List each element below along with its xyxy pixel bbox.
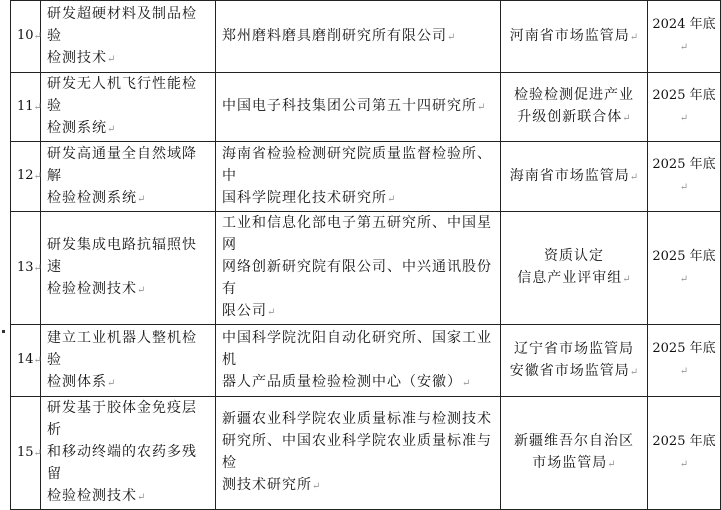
organization-cell [216,1,501,73]
project-line: 研发高通量全自然域降解 [47,145,197,184]
organization-line: 新疆农业科学院农业质量标准与检测技术 [222,411,492,427]
row-number [11,1,41,73]
organization-line: 限公司↵ [222,303,276,319]
deadline-cell [648,1,721,73]
row-number-line: 14↵ [17,352,42,367]
row-number-line: 10↵ [17,28,42,43]
deadline-line: 2025 年底↵ [652,87,716,124]
table-row [11,1,721,73]
project-line: 研发无人机飞行性能检验 [47,76,197,114]
organization-cell [216,73,501,142]
organization-line: 测技术研究所↵ [222,477,321,493]
return-mark-icon: ↵ [629,366,639,378]
project-cell [41,212,216,325]
return-mark-icon: ↵ [387,193,396,205]
authority-line: 资质认定 [544,248,604,264]
return-mark-icon: ↵ [33,101,42,113]
deadline-cell [648,142,721,212]
return-mark-icon: ↵ [679,42,689,53]
row-number-line: 15↵ [17,444,42,460]
authority-line: 辽宁省市场监管局 [514,340,634,357]
authority-cell [501,142,648,212]
deadline-line: 2024 年底↵ [652,17,716,53]
deadline-cell [648,325,721,397]
authority-line: 海南省市场监管局↵ [509,167,639,184]
project-line: 检测体系↵ [47,373,116,390]
organization-line: 研究所、中国农业科学院农业质量标准与检 [222,433,492,471]
project-line: 检验检测系统↵ [47,189,146,206]
authority-cell [501,397,648,510]
deadline-cell [648,212,721,325]
return-mark-icon: ↵ [477,102,486,113]
project-line: 研发基于胶体金免疫层析 [47,400,197,438]
project-line: 研发集成电路抗辐照快速 [47,237,197,275]
return-mark-icon: ↵ [679,458,689,470]
project-line: 研发超硬材料及制品检验 [47,5,197,44]
return-mark-icon: ↵ [447,31,456,43]
return-mark-icon: ↵ [267,307,276,318]
authority-line: 安徽省市场监管局↵ [509,362,639,379]
table-row [11,73,721,142]
row-number-line: 13↵ [17,259,42,275]
organization-line: 器人产品质量检验检测中心（安徽）↵ [222,373,471,390]
project-line: 建立工业机器人整机检验 [47,329,197,368]
return-mark-icon: ↵ [137,492,146,503]
row-number-line: 11↵ [17,98,42,114]
row-number [11,397,41,510]
return-mark-icon: ↵ [607,459,616,470]
authority-cell [501,325,648,397]
deadline-line: 2025 年底↵ [652,433,716,470]
return-mark-icon: ↵ [312,481,321,492]
authority-cell [501,212,648,325]
organization-cell [216,397,501,510]
deadline-cell [648,73,721,142]
organization-line: 中国电子科技集团公司第五十四研究所↵ [222,98,486,114]
return-mark-icon: ↵ [622,274,631,285]
return-mark-icon: ↵ [629,171,639,183]
row-number [11,212,41,325]
organization-line: 网络创新研究院有限公司、中兴通讯股份有 [222,259,492,297]
organization-line: 国科学院理化技术研究所↵ [222,189,396,206]
organization-cell [216,325,501,397]
return-mark-icon: ↵ [679,112,689,124]
row-number [11,325,41,397]
return-mark-icon: ↵ [107,53,116,65]
return-mark-icon: ↵ [33,355,42,366]
table-row [11,142,721,212]
organization-line: 海南省检验检测研究院质量监督检验所、中 [222,145,492,184]
project-line: 检测系统↵ [47,120,116,136]
project-line: 和移动终端的农药多残留 [47,444,197,482]
table-row [11,397,721,510]
table-row [11,212,721,325]
row-number-line: 12↵ [17,168,42,183]
return-mark-icon: ↵ [33,171,42,182]
return-mark-icon: ↵ [629,31,639,43]
deadline-line: 2025 年底↵ [652,248,716,285]
return-mark-icon: ↵ [679,182,689,193]
project-line: 检测技术↵ [47,49,116,66]
table-row [11,325,721,397]
deadline-cell [648,397,721,510]
return-mark-icon: ↵ [137,193,146,205]
return-mark-icon: ↵ [33,447,42,459]
organization-line: 中国科学院沈阳自动化研究所、国家工业机 [222,329,492,368]
return-mark-icon: ↵ [107,124,116,135]
project-cell [41,325,216,397]
project-cell [41,73,216,142]
project-cell [41,142,216,212]
project-table [10,0,721,510]
return-mark-icon: ↵ [462,377,471,389]
authority-line: 河南省市场监管局↵ [509,27,639,44]
project-line: 检验检测技术↵ [47,281,146,297]
project-line: 检验检测技术↵ [47,488,146,504]
return-mark-icon: ↵ [33,31,42,42]
deadline-line: 2025 年底↵ [652,341,716,377]
deadline-line: 2025 年底↵ [652,157,716,193]
return-mark-icon: ↵ [107,377,116,389]
organization-line: 工业和信息化部电子第五研究所、中国星网 [222,215,492,253]
organization-line: 郑州磨料磨具磨削研究所有限公司↵ [222,27,456,44]
authority-line: 信息产业评审组↵ [517,270,631,286]
authority-line: 检验检测促进产业 [514,87,634,103]
authority-cell [501,73,648,142]
authority-line: 市场监管局↵ [532,455,616,471]
authority-line: 新疆维吾尔自治区 [514,433,634,449]
organization-cell [216,212,501,325]
list-bullet [2,330,5,333]
return-mark-icon: ↵ [679,366,689,377]
authority-cell [501,1,648,73]
return-mark-icon: ↵ [622,113,631,124]
return-mark-icon: ↵ [679,273,689,285]
organization-cell [216,142,501,212]
row-number [11,73,41,142]
project-cell [41,1,216,73]
row-number [11,142,41,212]
project-cell [41,397,216,510]
return-mark-icon: ↵ [137,285,146,296]
authority-line: 升级创新联合体↵ [517,109,631,125]
return-mark-icon: ↵ [33,262,42,274]
